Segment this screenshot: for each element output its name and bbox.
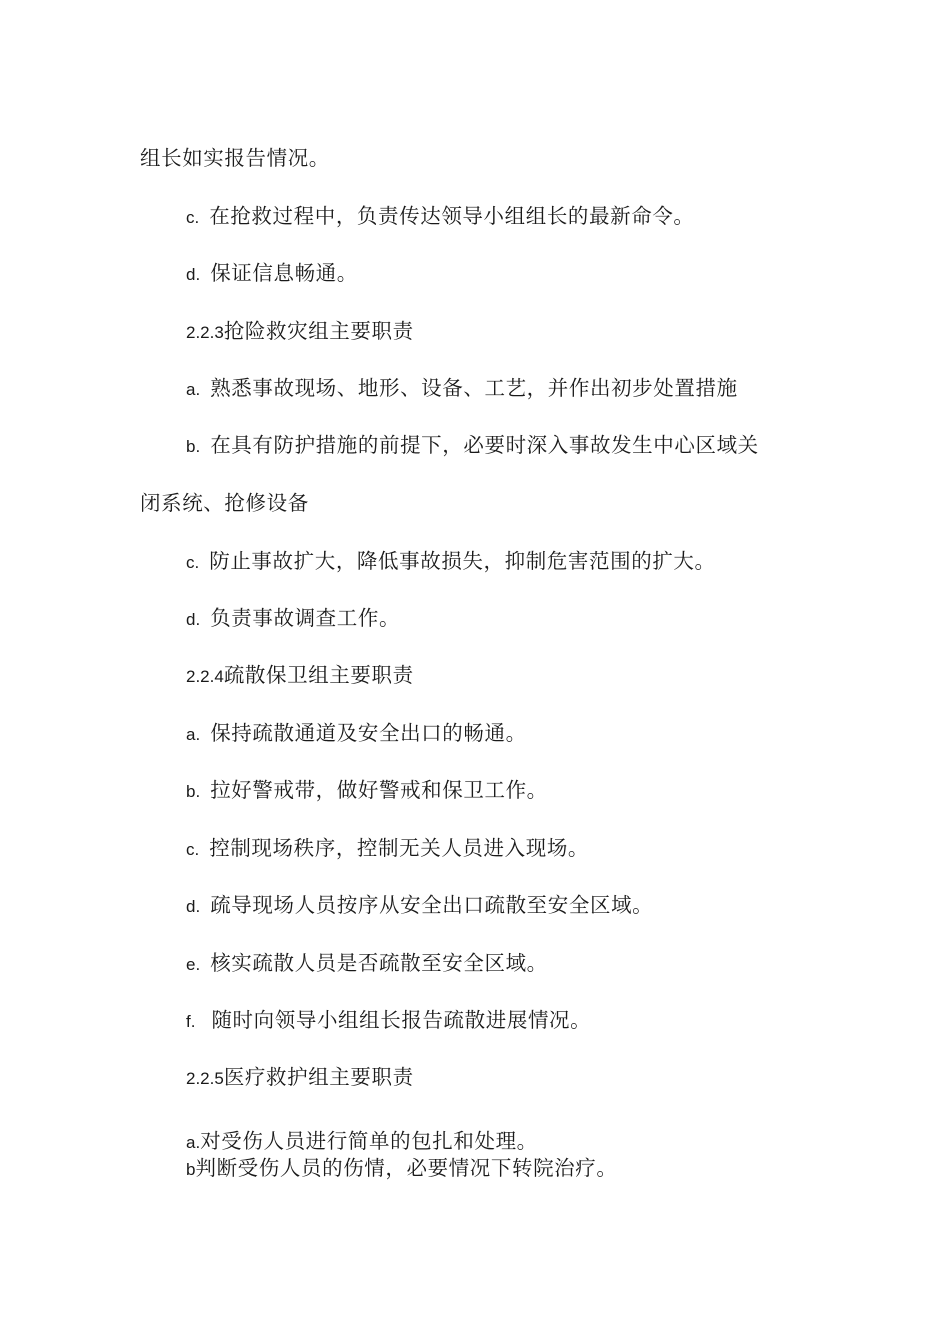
list-item (186, 950, 548, 978)
list-item-text: 核实疏散人员是否疏散至安全区域。 (210, 951, 548, 975)
section-number: 2.2.5 (186, 1069, 224, 1088)
list-item-text: 防止事故扩大，降低事故损失，抑制危害范围的扩大。 (209, 549, 716, 573)
section-title: 医疗救护组主要职责 (223, 1065, 414, 1089)
list-marker: c. (186, 553, 200, 572)
text-line (140, 490, 309, 516)
list-item-text: 保证信息畅通。 (210, 261, 358, 285)
list-marker: c. (186, 208, 200, 227)
list-marker: d. (186, 265, 201, 284)
list-item-text: 随时向领导小组组长报告疏散进展情况。 (211, 1008, 592, 1032)
list-item (186, 605, 400, 633)
list-marker: a. (186, 380, 201, 399)
list-item (186, 892, 653, 920)
line-text: 闭系统、抢修设备 (140, 491, 309, 515)
list-item-text: 负责事故调查工作。 (210, 606, 401, 630)
list-marker: c. (186, 840, 200, 859)
list-item-text: 对受伤人员进行简单的包扎和处理。 (200, 1129, 538, 1153)
list-marker: d. (186, 610, 201, 629)
list-item (186, 1007, 591, 1035)
list-marker: a. (186, 1133, 201, 1152)
list-item-text: 疏导现场人员按序从安全出口疏散至安全区域。 (210, 893, 654, 917)
list-marker: b. (186, 782, 201, 801)
list-marker: b. (186, 437, 201, 456)
section-heading (186, 318, 414, 346)
list-item-text: 判断受伤人员的伤情，必要情况下转院治疗。 (195, 1156, 618, 1180)
list-item-text: 保持疏散通道及安全出口的畅通。 (210, 721, 527, 745)
list-item-text: 在抢救过程中，负责传达领导小组组长的最新命令。 (209, 204, 695, 228)
section-title: 抢险救灾组主要职责 (223, 319, 414, 343)
section-number: 2.2.3 (186, 323, 224, 342)
line-text: 组长如实报告情况。 (140, 146, 330, 170)
list-item (186, 1155, 617, 1183)
list-marker: d. (186, 897, 201, 916)
list-item-text: 在具有防护措施的前提下，必要时深入事故发生中心区域关 (210, 433, 759, 457)
list-item (186, 548, 716, 576)
list-item (186, 1128, 538, 1156)
list-item (186, 720, 527, 748)
list-item-text: 熟悉事故现场、地形、设备、工艺，并作出初步处置措施 (210, 376, 738, 400)
list-item-text: 控制现场秩序，控制无关人员进入现场。 (209, 836, 590, 860)
list-marker: b (186, 1160, 196, 1179)
list-marker: a. (186, 725, 201, 744)
list-marker: e. (186, 955, 201, 974)
list-item (186, 203, 695, 231)
section-number: 2.2.4 (186, 667, 224, 686)
list-item (186, 260, 358, 288)
section-title: 疏散保卫组主要职责 (223, 663, 414, 687)
list-item (186, 432, 759, 460)
section-heading (186, 1064, 414, 1092)
section-heading (186, 662, 414, 690)
list-marker: f. (186, 1012, 196, 1031)
list-item (186, 835, 589, 863)
list-item (186, 375, 738, 403)
list-item (186, 777, 548, 805)
text-line (140, 145, 330, 171)
list-item-text: 拉好警戒带，做好警戒和保卫工作。 (210, 778, 548, 802)
